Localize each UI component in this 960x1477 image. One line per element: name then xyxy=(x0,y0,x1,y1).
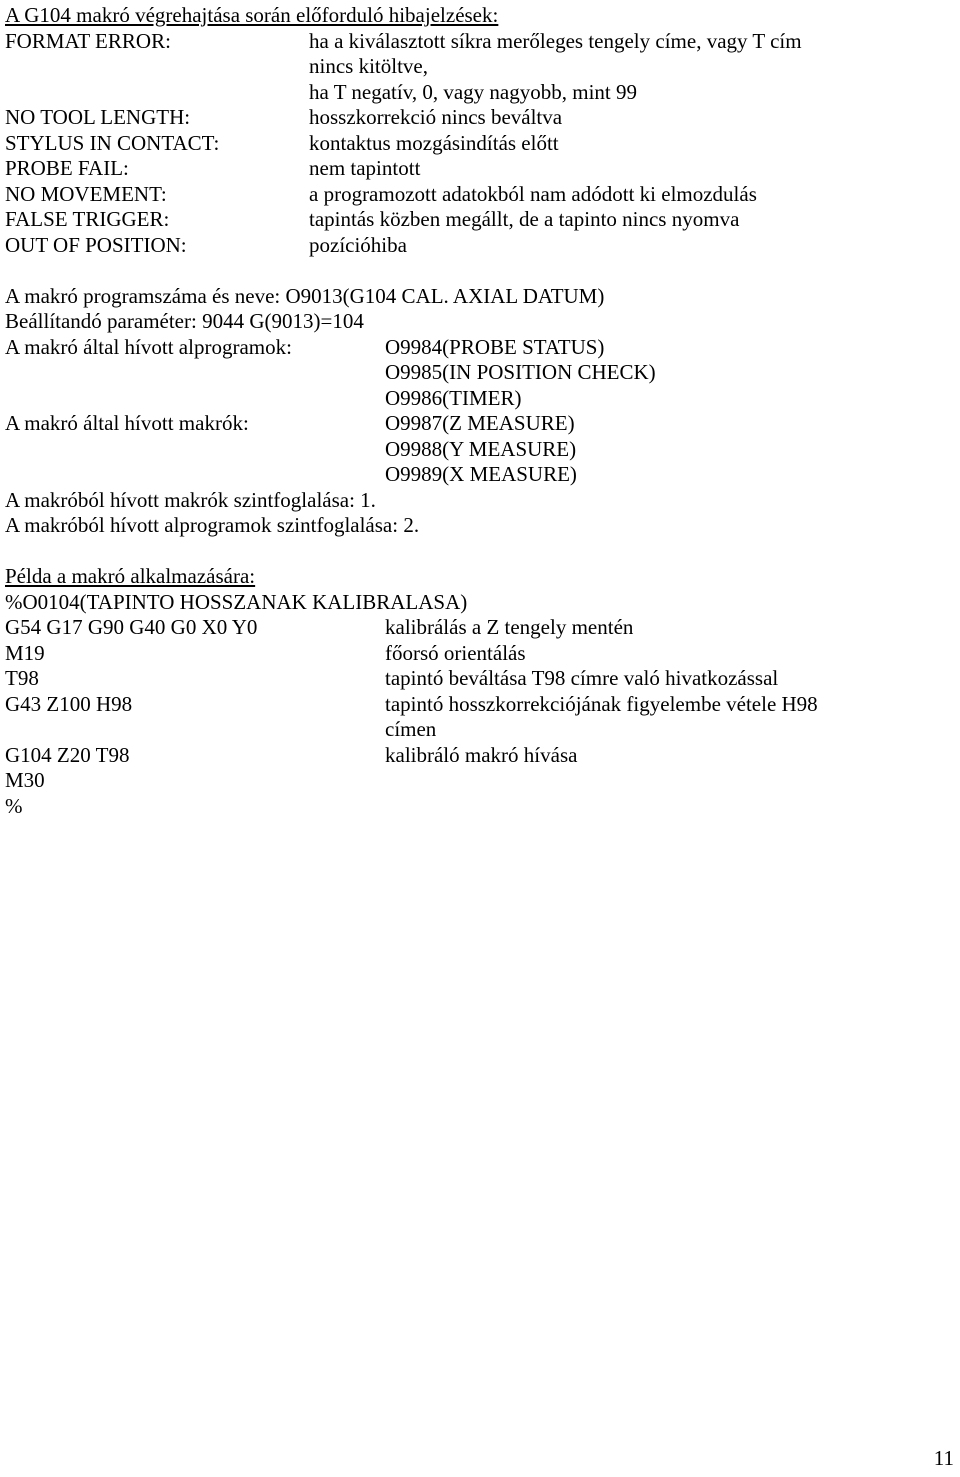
subprogram-item: O9985(IN POSITION CHECK) xyxy=(385,360,656,384)
error-description: a programozott adatokból nam adódott ki elmozdulás xyxy=(309,181,757,206)
errors-heading: A G104 makró végrehajtása során előforduló hibajelzések: xyxy=(5,3,499,27)
error-label: FALSE TRIGGER: xyxy=(5,207,170,231)
error-row-format xyxy=(5,29,960,106)
subprogram-nesting-line: A makróból hívott alprogramok szintfoglalása: 2. xyxy=(5,513,420,537)
example-title: Példa a makró alkalmazására: xyxy=(5,564,256,588)
macro-nesting-line: A makróból hívott makrók szintfoglalása: 1. xyxy=(5,487,376,512)
code-comment xyxy=(385,743,960,769)
error-row-no-tool-length xyxy=(5,105,960,131)
page-number: 11 xyxy=(933,1446,954,1470)
error-description: kontaktus mozgásindítás előtt xyxy=(309,130,559,155)
macros-label: A makró által hívott makrók: xyxy=(5,411,249,435)
macro-item: O9988(Y MEASURE) xyxy=(385,436,577,461)
subprograms-label: A makró által hívott alprogramok: xyxy=(5,334,292,359)
code-line: G54 G17 G90 G40 G0 X0 Y0 xyxy=(5,615,258,639)
error-description: hosszkorrekció nincs beváltva xyxy=(309,105,563,129)
code-comment-line: címen xyxy=(385,717,437,741)
example-row xyxy=(5,794,960,820)
error-description-line: ha a kiválasztott síkra merőleges tengely címe, vagy T cím xyxy=(309,28,802,53)
error-label: NO TOOL LENGTH: xyxy=(5,105,191,129)
macros-list xyxy=(385,411,960,488)
code-line: T98 xyxy=(5,666,39,690)
subprogram-item: O9984(PROBE STATUS) xyxy=(385,334,605,359)
error-description-line: nincs kitöltve, xyxy=(309,54,428,78)
error-row-false-trigger xyxy=(5,207,960,233)
error-row-probe-fail xyxy=(5,156,960,182)
code-line: M19 xyxy=(5,640,45,665)
error-label: FORMAT ERROR: xyxy=(5,28,171,53)
code-comment-line: kalibráló makró hívása xyxy=(385,742,578,767)
code-line: M30 xyxy=(5,768,45,792)
error-row-no-movement xyxy=(5,182,960,208)
code-comment xyxy=(385,692,960,743)
example-row xyxy=(5,743,960,769)
code-comment-line: tapintó beváltása T98 címre való hivatkozással xyxy=(385,666,779,690)
code-comment xyxy=(385,615,960,641)
code-comment xyxy=(385,641,960,667)
example-row xyxy=(5,692,960,743)
example-section xyxy=(5,564,960,819)
program-number-line: A makró programszáma és neve: O9013(G104 CAL. AXIAL DATUM) xyxy=(5,283,605,308)
error-description: nem tapintott xyxy=(309,156,421,180)
example-program-header: %O0104(TAPINTO HOSSZANAK KALIBRALASA) xyxy=(5,589,468,614)
error-label: PROBE FAIL: xyxy=(5,156,129,180)
code-comment xyxy=(385,666,960,692)
error-description: tapintás közben megállt, de a tapinto nincs nyomva xyxy=(309,207,740,231)
error-list xyxy=(5,29,960,259)
error-description: pozícióhiba xyxy=(309,232,407,257)
document-page xyxy=(5,3,960,819)
code-line: % xyxy=(5,793,23,818)
example-row xyxy=(5,768,960,794)
macro-item: O9989(X MEASURE) xyxy=(385,462,577,486)
error-row-out-of-position xyxy=(5,233,960,259)
spacer xyxy=(5,539,960,565)
spacer xyxy=(5,258,960,284)
macro-item: O9987(Z MEASURE) xyxy=(385,411,575,435)
macro-info xyxy=(5,284,960,539)
code-comment-line: kalibrálás a Z tengely mentén xyxy=(385,615,634,639)
code-line: G43 Z100 H98 xyxy=(5,691,133,716)
macros-block xyxy=(5,411,960,488)
error-description-line: ha T negatív, 0, vagy nagyobb, mint 99 xyxy=(309,79,637,104)
error-row-stylus-in-contact xyxy=(5,131,960,157)
subprograms-block xyxy=(5,335,960,412)
example-row xyxy=(5,666,960,692)
example-row xyxy=(5,641,960,667)
code-line: G104 Z20 T98 xyxy=(5,742,130,767)
error-label: OUT OF POSITION: xyxy=(5,232,187,257)
error-description xyxy=(309,29,960,106)
subprogram-item: O9986(TIMER) xyxy=(385,385,522,410)
subprograms-list xyxy=(385,335,960,412)
error-label: STYLUS IN CONTACT: xyxy=(5,130,220,155)
parameter-line: Beállítandó paraméter: 9044 G(9013)=104 xyxy=(5,309,364,333)
code-comment-line: tapintó hosszkorrekciójának figyelembe vétele H98 xyxy=(385,691,818,716)
error-label: NO MOVEMENT: xyxy=(5,181,167,206)
code-comment-line: főorsó orientálás xyxy=(385,640,526,665)
example-row xyxy=(5,615,960,641)
